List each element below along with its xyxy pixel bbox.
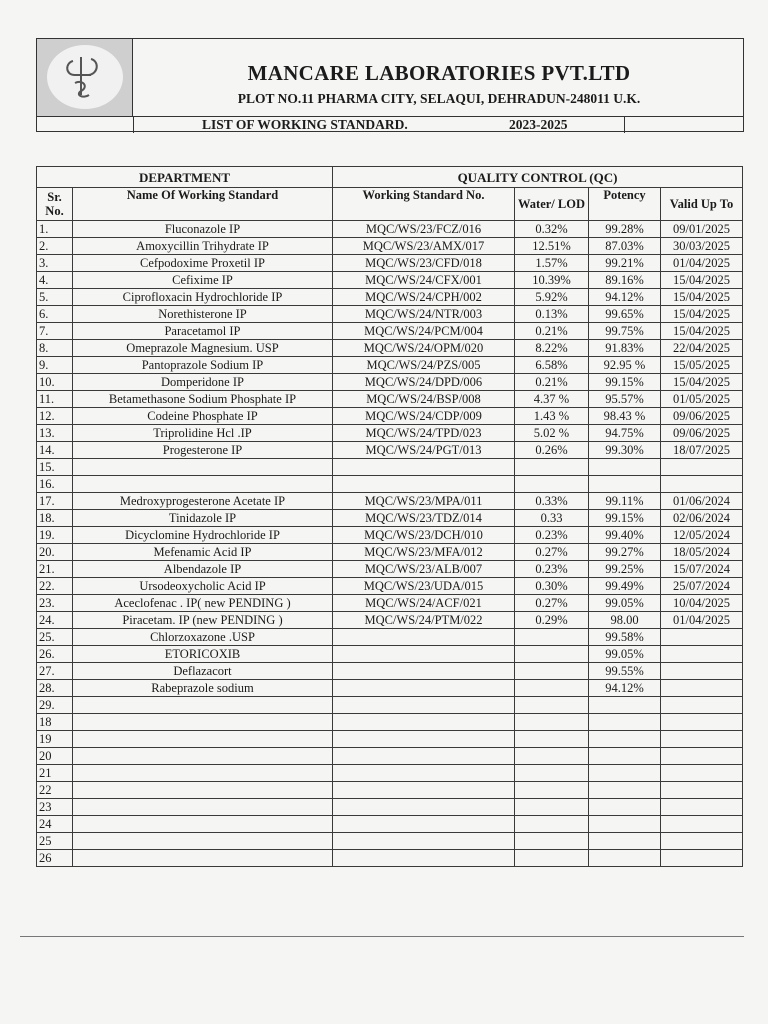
cell-name [73,476,333,493]
cell-water: 0.27% [515,544,589,561]
cell-potency [589,816,661,833]
cell-sr: 29. [37,697,73,714]
cell-name: Dicyclomine Hydrochloride IP [73,527,333,544]
department-label: DEPARTMENT [37,167,333,188]
cell-potency: 99.49% [589,578,661,595]
cell-ws-no: MQC/WS/24/CPH/002 [333,289,515,306]
cell-ws-no [333,799,515,816]
cell-ws-no [333,714,515,731]
table-row [37,323,743,340]
table-row [37,765,743,782]
cell-name: Rabeprazole sodium [73,680,333,697]
cell-name: Norethisterone IP [73,306,333,323]
cell-ws-no [333,697,515,714]
table-row [37,680,743,697]
cell-sr: 23. [37,595,73,612]
cell-sr: 28. [37,680,73,697]
cell-water [515,629,589,646]
cell-sr: 14. [37,442,73,459]
table-row [37,714,743,731]
cell-potency [589,714,661,731]
cell-valid: 15/04/2025 [661,289,743,306]
cell-sr: 17. [37,493,73,510]
table-row [37,408,743,425]
cell-ws-no: MQC/WS/24/PCM/004 [333,323,515,340]
cell-name: Ursodeoxycholic Acid IP [73,578,333,595]
col-header-name: Name Of Working Standard [73,188,333,221]
cell-sr: 23 [37,799,73,816]
cell-potency: 87.03% [589,238,661,255]
table-row [37,493,743,510]
cell-name: Albendazole IP [73,561,333,578]
cell-sr: 21. [37,561,73,578]
table-row [37,561,743,578]
cell-name: Cefixime IP [73,272,333,289]
cell-water [515,731,589,748]
cell-potency: 99.05% [589,595,661,612]
cell-sr: 19. [37,527,73,544]
cell-water: 0.13% [515,306,589,323]
cell-potency [589,697,661,714]
cell-potency: 99.28% [589,221,661,238]
cell-water: 1.57% [515,255,589,272]
logo-mark-icon [47,45,123,109]
table-row [37,748,743,765]
list-year-range: 2023-2025 [509,117,568,132]
cell-potency: 95.57% [589,391,661,408]
cell-sr: 19 [37,731,73,748]
cell-valid: 15/04/2025 [661,306,743,323]
cell-ws-no: MQC/WS/24/BSP/008 [333,391,515,408]
cell-sr: 3. [37,255,73,272]
cell-valid [661,476,743,493]
table-row [37,272,743,289]
table-row [37,646,743,663]
cell-name: Deflazacort [73,663,333,680]
cell-water: 5.92% [515,289,589,306]
cell-water: 1.43 % [515,408,589,425]
cell-ws-no [333,680,515,697]
cell-potency: 99.55% [589,663,661,680]
cell-sr: 8. [37,340,73,357]
cell-water [515,799,589,816]
cell-valid: 01/04/2025 [661,612,743,629]
department-value: QUALITY CONTROL (QC) [333,167,743,188]
cell-name: Ciprofloxacin Hydrochloride IP [73,289,333,306]
cell-potency: 99.58% [589,629,661,646]
cell-sr: 20 [37,748,73,765]
table-row [37,459,743,476]
cell-valid: 30/03/2025 [661,238,743,255]
cell-sr: 16. [37,476,73,493]
cell-ws-no: MQC/WS/23/AMX/017 [333,238,515,255]
cell-ws-no: MQC/WS/24/CFX/001 [333,272,515,289]
cell-sr: 26 [37,850,73,867]
cell-divider [133,117,134,133]
cell-ws-no [333,629,515,646]
cell-water: 10.39% [515,272,589,289]
cell-ws-no: MQC/WS/23/MFA/012 [333,544,515,561]
table-row [37,306,743,323]
letterhead [36,38,744,132]
cell-water [515,663,589,680]
table-row [37,612,743,629]
cell-potency [589,731,661,748]
cell-ws-no: MQC/WS/23/ALB/007 [333,561,515,578]
cell-water: 0.33 [515,510,589,527]
cell-name [73,833,333,850]
cell-name [73,799,333,816]
cell-ws-no: MQC/WS/24/NTR/003 [333,306,515,323]
cell-sr: 20. [37,544,73,561]
cell-valid: 09/06/2025 [661,425,743,442]
cell-water [515,816,589,833]
cell-ws-no: MQC/WS/23/TDZ/014 [333,510,515,527]
cell-name: Betamethasone Sodium Phosphate IP [73,391,333,408]
cell-valid: 09/01/2025 [661,221,743,238]
company-logo [37,39,133,117]
cell-ws-no: MQC/WS/23/MPA/011 [333,493,515,510]
table-row [37,340,743,357]
cell-water: 0.23% [515,561,589,578]
cell-valid: 02/06/2024 [661,510,743,527]
table-row [37,731,743,748]
cell-valid [661,629,743,646]
cell-water: 0.26% [515,442,589,459]
cell-ws-no [333,748,515,765]
cell-name: Amoxycillin Trihydrate IP [73,238,333,255]
cell-divider [624,117,625,133]
cell-sr: 24 [37,816,73,833]
cell-sr: 25. [37,629,73,646]
cell-water: 0.30% [515,578,589,595]
cell-water: 6.58% [515,357,589,374]
cell-potency: 99.15% [589,374,661,391]
cell-valid: 18/05/2024 [661,544,743,561]
cell-water: 0.29% [515,612,589,629]
cell-valid: 15/04/2025 [661,272,743,289]
table-row [37,578,743,595]
cell-name: Aceclofenac . IP( new PENDING ) [73,595,333,612]
cell-ws-no: MQC/WS/24/ACF/021 [333,595,515,612]
cell-name [73,850,333,867]
cell-valid: 01/04/2025 [661,255,743,272]
cell-ws-no [333,663,515,680]
cell-valid [661,799,743,816]
list-title: LIST OF WORKING STANDARD. [202,117,408,132]
cell-potency [589,799,661,816]
cell-potency [589,748,661,765]
cell-water [515,646,589,663]
cell-name: Tinidazole IP [73,510,333,527]
cell-name [73,765,333,782]
cell-ws-no: MQC/WS/23/DCH/010 [333,527,515,544]
col-header-potency: Potency [589,188,661,221]
table-row [37,476,743,493]
table-row [37,833,743,850]
cell-potency: 94.12% [589,289,661,306]
cell-potency: 99.65% [589,306,661,323]
table-row [37,697,743,714]
company-address: PLOT NO.11 PHARMA CITY, SELAQUI, DEHRADUN-248011 U.K. [237,91,641,106]
cell-sr: 18 [37,714,73,731]
table-row [37,442,743,459]
cell-valid [661,850,743,867]
cell-potency [589,476,661,493]
cell-name: Omeprazole Magnesium. USP [73,340,333,357]
cell-ws-no [333,850,515,867]
cell-ws-no [333,646,515,663]
cell-name [73,816,333,833]
cell-sr: 11. [37,391,73,408]
cell-valid [661,816,743,833]
cell-valid: 01/06/2024 [661,493,743,510]
cell-valid [661,680,743,697]
cell-potency: 98.00 [589,612,661,629]
table-row [37,629,743,646]
cell-water [515,748,589,765]
cell-ws-no: MQC/WS/24/DPD/006 [333,374,515,391]
cell-ws-no: MQC/WS/23/UDA/015 [333,578,515,595]
cell-potency [589,459,661,476]
cell-potency: 99.11% [589,493,661,510]
cell-name: Paracetamol IP [73,323,333,340]
cell-ws-no [333,833,515,850]
table-row [37,238,743,255]
table-row [37,595,743,612]
cell-potency: 89.16% [589,272,661,289]
table-row [37,663,743,680]
table-row [37,221,743,238]
table-row [37,527,743,544]
cell-potency [589,782,661,799]
cell-water [515,697,589,714]
cell-ws-no [333,782,515,799]
cell-water [515,782,589,799]
cell-sr: 21 [37,765,73,782]
cell-potency: 92.95 % [589,357,661,374]
cell-name: Domperidone IP [73,374,333,391]
cell-valid: 15/04/2025 [661,323,743,340]
cell-valid [661,663,743,680]
cell-potency: 91.83% [589,340,661,357]
table-row [37,510,743,527]
cell-valid: 15/05/2025 [661,357,743,374]
cell-water: 12.51% [515,238,589,255]
cell-sr: 26. [37,646,73,663]
cell-sr: 15. [37,459,73,476]
table-row [37,850,743,867]
cell-valid [661,782,743,799]
cell-sr: 25 [37,833,73,850]
page-bottom-rule [20,936,744,937]
company-name: MANCARE LABORATORIES PVT.LTD [247,61,631,85]
cell-water: 4.37 % [515,391,589,408]
cell-name: Pantoprazole Sodium IP [73,357,333,374]
cell-sr: 4. [37,272,73,289]
cell-ws-no [333,765,515,782]
cell-water [515,459,589,476]
table-row [37,799,743,816]
cell-sr: 24. [37,612,73,629]
cell-ws-no: MQC/WS/24/TPD/023 [333,425,515,442]
cell-name: Cefpodoxime Proxetil IP [73,255,333,272]
cell-valid: 10/04/2025 [661,595,743,612]
table-row [37,816,743,833]
cell-valid [661,748,743,765]
cell-sr: 10. [37,374,73,391]
cell-sr: 27. [37,663,73,680]
cell-water [515,680,589,697]
col-header-sr: Sr. No. [37,188,73,221]
cell-sr: 18. [37,510,73,527]
cell-name [73,782,333,799]
cell-valid [661,714,743,731]
cell-potency: 99.30% [589,442,661,459]
cell-ws-no: MQC/WS/23/CFD/018 [333,255,515,272]
cell-ws-no: MQC/WS/24/PTM/022 [333,612,515,629]
list-title-row [37,117,743,133]
cell-potency [589,833,661,850]
cell-valid [661,765,743,782]
table-row [37,425,743,442]
cell-valid: 15/04/2025 [661,374,743,391]
cell-sr: 12. [37,408,73,425]
cell-potency: 99.25% [589,561,661,578]
working-standard-table [36,166,743,867]
col-header-water: Water/ LOD [515,188,589,221]
cell-potency: 99.21% [589,255,661,272]
cell-water: 0.27% [515,595,589,612]
cell-valid [661,459,743,476]
department-row [37,167,743,188]
cell-valid: 12/05/2024 [661,527,743,544]
cell-sr: 1. [37,221,73,238]
cell-potency: 99.05% [589,646,661,663]
cell-ws-no: MQC/WS/24/CDP/009 [333,408,515,425]
cell-name: Piracetam. IP (new PENDING ) [73,612,333,629]
cell-name [73,731,333,748]
cell-water: 0.23% [515,527,589,544]
cell-name: Mefenamic Acid IP [73,544,333,561]
cell-potency: 94.12% [589,680,661,697]
cell-water: 8.22% [515,340,589,357]
cell-sr: 5. [37,289,73,306]
cell-valid [661,731,743,748]
cell-name: Chlorzoxazone .USP [73,629,333,646]
cell-name: Progesterone IP [73,442,333,459]
cell-water: 0.21% [515,374,589,391]
col-header-valid: Valid Up To [661,188,743,221]
cell-valid: 01/05/2025 [661,391,743,408]
cell-water [515,833,589,850]
cell-water: 0.33% [515,493,589,510]
cell-potency: 94.75% [589,425,661,442]
table-row [37,391,743,408]
cell-potency: 99.15% [589,510,661,527]
cell-ws-no: MQC/WS/24/OPM/020 [333,340,515,357]
cell-valid: 25/07/2024 [661,578,743,595]
cell-name: Medroxyprogesterone Acetate IP [73,493,333,510]
cell-ws-no: MQC/WS/24/PZS/005 [333,357,515,374]
table-row [37,255,743,272]
cell-ws-no [333,731,515,748]
table-row [37,357,743,374]
cell-water: 5.02 % [515,425,589,442]
cell-name [73,697,333,714]
cell-name: Triprolidine Hcl .IP [73,425,333,442]
cell-sr: 22. [37,578,73,595]
cell-potency: 99.27% [589,544,661,561]
table-row [37,782,743,799]
cell-sr: 6. [37,306,73,323]
cell-potency: 98.43 % [589,408,661,425]
cell-name [73,748,333,765]
cell-potency [589,850,661,867]
cell-valid [661,697,743,714]
cell-valid: 09/06/2025 [661,408,743,425]
cell-ws-no: MQC/WS/24/PGT/013 [333,442,515,459]
cell-potency: 99.40% [589,527,661,544]
cell-ws-no [333,459,515,476]
cell-water [515,476,589,493]
cell-valid [661,833,743,850]
cell-water [515,765,589,782]
table-row [37,374,743,391]
cell-water: 0.32% [515,221,589,238]
cell-water [515,850,589,867]
cell-ws-no [333,816,515,833]
cell-name: Fluconazole IP [73,221,333,238]
table-row [37,289,743,306]
cell-valid: 15/07/2024 [661,561,743,578]
cell-name: Codeine Phosphate IP [73,408,333,425]
cell-ws-no [333,476,515,493]
cell-valid: 18/07/2025 [661,442,743,459]
cell-potency: 99.75% [589,323,661,340]
table-row [37,544,743,561]
cell-sr: 2. [37,238,73,255]
cell-sr: 9. [37,357,73,374]
cell-ws-no: MQC/WS/23/FCZ/016 [333,221,515,238]
cell-water [515,714,589,731]
cell-potency [589,765,661,782]
column-header-row [37,188,743,221]
cell-sr: 7. [37,323,73,340]
cell-sr: 22 [37,782,73,799]
cell-name [73,459,333,476]
col-header-ws-no: Working Standard No. [333,188,515,221]
cell-sr: 13. [37,425,73,442]
cell-water: 0.21% [515,323,589,340]
cell-valid [661,646,743,663]
cell-valid: 22/04/2025 [661,340,743,357]
cell-name [73,714,333,731]
cell-name: ETORICOXIB [73,646,333,663]
